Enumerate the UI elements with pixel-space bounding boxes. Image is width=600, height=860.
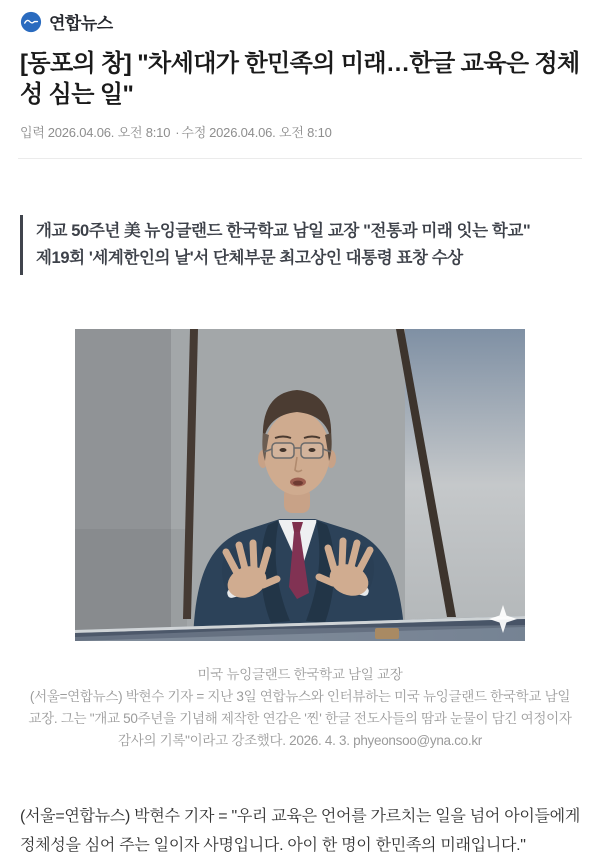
published-label: 입력 [20,125,45,140]
meta-separator: · [175,125,180,140]
article-meta [20,122,580,141]
article-summary [20,215,580,275]
yonhap-logo-icon [20,11,42,33]
modified-datetime: 2026.04.06. 오전 8:10 [209,125,332,140]
photo-caption-title: 미국 뉴잉글랜드 한국학교 남일 교장 [197,667,403,682]
photo-caption-body: (서울=연합뉴스) 박현수 기자 = 지난 3일 연합뉴스와 인터뷰하는 미국 뉴잉글랜드 한국학교 남일 교장. 그는 "개교 50주년을 기념해 제작한 연감은 '찐' 한글 전도사들의 땀과 눈물이 담긴 여정이자 감사의 기록"이라고 강조했다. 2026. 4. 3. phyeonsoo@yna.co.kr [28,689,572,748]
site-header [20,0,580,34]
brand-name: 연합뉴스 [49,14,113,33]
brand-logo-link[interactable] [20,9,113,34]
interview-photo[interactable] [75,329,525,641]
header-divider [18,158,582,159]
modified-label: 수정 [181,125,207,140]
article-paragraph: (서울=연합뉴스) 박현수 기자 = "우리 교육은 언어를 가르치는 일을 넘어 아이들에게 정체성을 심어 주는 일이자 사명입니다. 아이 한 명이 한민족의 미래입니다." [20,808,580,854]
photo-caption [20,664,580,752]
article-headline: [동포의 창] "차세대가 한민족의 미래…한글 교육은 정체성 심는 일" [20,50,580,108]
summary-line: 제19회 '세계한인의 날'서 단체부문 최고상인 대통령 표창 수상 [36,249,463,267]
summary-line: 개교 50주년 美 뉴잉글랜드 한국학교 남일 교장 "전통과 미래 잇는 학교" [36,222,531,240]
published-datetime: 2026.04.06. 오전 8:10 [47,125,171,140]
article-figure [20,329,580,752]
